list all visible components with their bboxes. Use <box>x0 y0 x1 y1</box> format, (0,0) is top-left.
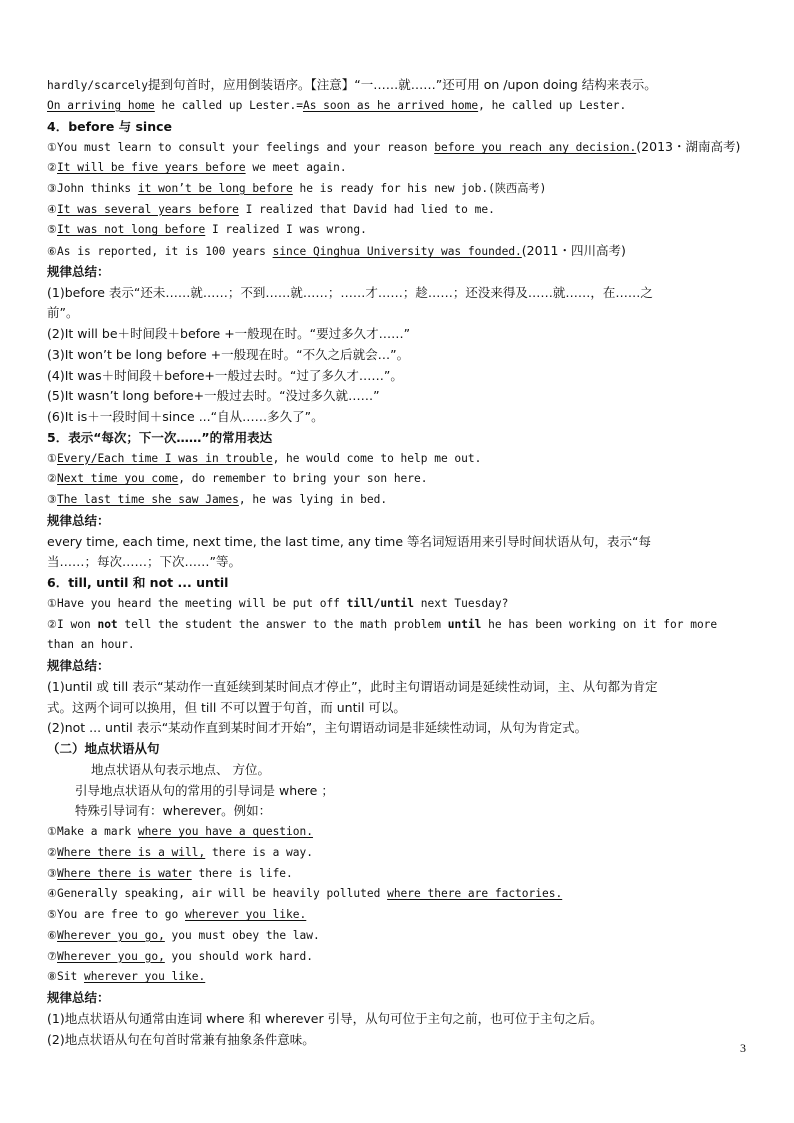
text: ①You must learn to consult your feelings and your reason <box>47 141 435 155</box>
number: ① <box>47 451 58 465</box>
place-example-1 <box>47 822 747 843</box>
underlined-text: The last time she saw James <box>57 493 239 506</box>
number: ② <box>47 845 58 859</box>
s5-rules-title: 规律总结： <box>47 512 110 528</box>
s4-rule-5: (5)It wasn’t long before+一般过去时。“没过多久就……” <box>47 388 380 404</box>
place-rule-1: (1)地点状语从句通常由连词 where 和 wherever 引导，从句可位于主句之前，也可位于主句之后。 <box>47 1010 603 1026</box>
text: you should work hard. <box>164 949 313 963</box>
s4-example-3 <box>47 179 747 200</box>
place-example-3 <box>47 864 747 885</box>
text: ⑥As is reported, it is 100 years <box>47 245 273 258</box>
text: he is ready for his new job.(陕西高考) <box>292 181 547 195</box>
underlined-text: wherever you like. <box>83 970 206 984</box>
underlined-text: Every/Each time I was in trouble <box>57 451 273 465</box>
page-number: 3 <box>740 1041 746 1055</box>
place-rules-title: 规律总结： <box>47 990 110 1005</box>
text: ⑤You are free to go <box>47 908 186 921</box>
text: ①Have you heard the meeting will be put off <box>47 596 347 610</box>
place-desc-1: 地点状语从句表示地点、 方位。 <box>91 761 270 777</box>
number: ② <box>47 161 58 174</box>
s4-rule-3: (3)It won’t be long before +一般现在时。“不久之后就会…”。 <box>47 346 410 362</box>
number: ⑥ <box>47 928 58 942</box>
s4-rule-2: (2)It will be＋时间段＋before +一般现在时。“要过多久才……” <box>47 326 411 341</box>
section-6-title: 6．till, until 和 not ... until <box>47 575 229 590</box>
s5-example-3 <box>47 490 747 511</box>
source-note: (2011・四川高考) <box>521 243 626 258</box>
s5-rule-1-cont: 当……；每次……；下次……”等。 <box>47 554 241 570</box>
place-desc-2: 引导地点状语从句的常用的引导词是 where ； <box>75 782 334 798</box>
underlined-text: where there are factories. <box>387 887 563 901</box>
place-rule-2: (2)地点状语从句在句首时常兼有抽象条件意味。 <box>47 1031 315 1047</box>
text: , he would come to help me out. <box>272 451 482 465</box>
document-page <box>47 75 747 1050</box>
number: ⑤ <box>47 223 58 237</box>
text: ④Generally speaking, air will be heavily polluted <box>47 887 388 901</box>
underlined-text: It will be five years before <box>57 161 246 174</box>
text: he called up Lester.= <box>154 98 303 112</box>
bold-text: till/until <box>346 596 415 610</box>
s5-example-2 <box>47 469 747 490</box>
underlined-text: Next time you come <box>57 472 179 486</box>
underlined-text: it won’t be long before <box>137 181 293 195</box>
number: ⑦ <box>47 949 58 963</box>
s4-rule-1-cont: 前”。 <box>47 305 79 321</box>
underlined-text: It was not long before <box>57 223 206 237</box>
underlined-text: before you reach any decision. <box>434 141 637 155</box>
number: ② <box>47 472 58 486</box>
bold-text: until <box>447 617 482 631</box>
text: next Tuesday? <box>414 596 509 610</box>
place-desc-3: 特殊引导词有：wherever。例如： <box>75 803 272 819</box>
text: , do remember to bring your son here. <box>178 472 428 486</box>
text: 提到句首时，应用倒装语序。【注意】“一……就……”还可用 on /upon doing 结构来表示。 <box>148 77 657 92</box>
s5-rule-1: every time, each time, next time, the last time, any time 等名词短语用来引导时间状语从句，表示“每 <box>47 533 651 549</box>
s6-example-2 <box>47 615 747 636</box>
underlined-text: On arriving home <box>47 98 155 112</box>
s4-rule-1: (1)before 表示“还未……就……；不到……就……；……才……；趁……；还没来得及……就……，在……之 <box>47 284 653 300</box>
s4-example-2 <box>47 158 747 179</box>
s6-example-1 <box>47 594 747 615</box>
text: ①Make a mark <box>47 825 138 838</box>
source-note: (2013・湖南高考) <box>636 139 741 155</box>
place-section-title: （二）地点状语从句 <box>47 741 160 756</box>
intro-line-1 <box>47 75 747 96</box>
place-example-6 <box>47 926 747 947</box>
underlined-text: As soon as he arrived home <box>302 98 479 112</box>
number: ③ <box>47 493 58 506</box>
text: there is a way. <box>205 845 313 859</box>
underlined-text: Wherever you go, <box>57 949 165 963</box>
text: hardly/scarcely <box>47 79 149 92</box>
s4-rule-6: (6)It is＋一段时间＋since ...“自从……多久了”。 <box>47 409 324 424</box>
intro-line-2 <box>47 96 747 117</box>
text: he has been working on it for more <box>481 617 718 631</box>
s4-example-1 <box>47 137 747 158</box>
s6-rule-2: (2)not ... until 表示“某动作直到某时间才开始”，主句谓语动词是非延续性动词，从句为肯定式。 <box>47 720 588 736</box>
underlined-text: wherever you like. <box>185 908 307 921</box>
text: ③John thinks <box>47 181 138 195</box>
s4-example-6 <box>47 241 747 262</box>
text: there is life. <box>191 866 293 880</box>
bold-text: not <box>97 617 118 631</box>
text: , he called up Lester. <box>478 98 627 112</box>
s6-rule-1-cont: 式。这两个词可以换用，但 till 不可以置于句首，而 until 可以。 <box>47 699 406 715</box>
s6-rule-1: (1)until 或 till 表示“某动作一直延续到某时间点才停止”，此时主句谓语动词是延续性动词，主、从句都为肯定 <box>47 678 658 694</box>
underlined-text: where you have a question. <box>137 825 313 838</box>
underlined-text: It was several years before <box>57 202 239 216</box>
s4-rule-4: (4)It was＋时间段＋before+一般过去时。“过了多久才……”。 <box>47 367 403 383</box>
text: I realized that David had lied to me. <box>238 202 495 216</box>
underlined-text: Where there is a will, <box>57 845 206 859</box>
place-example-4 <box>47 884 747 905</box>
text: , he was lying in bed. <box>238 493 388 506</box>
text: ⑧Sit <box>47 970 84 984</box>
number: ④ <box>47 202 58 216</box>
s4-rules-title: 规律总结： <box>47 263 110 279</box>
s6-rules-title: 规律总结： <box>47 658 110 673</box>
text: ②I won <box>47 617 98 631</box>
s6-example-2-cont: than an hour. <box>47 638 135 652</box>
place-example-8 <box>47 967 747 988</box>
text: tell the student the answer to the math problem <box>117 617 448 631</box>
s5-example-1 <box>47 449 747 470</box>
place-example-7 <box>47 947 747 968</box>
section-4-title: 4．before 与 since <box>47 118 173 134</box>
number: ③ <box>47 866 58 880</box>
s4-example-5 <box>47 220 747 241</box>
section-5-title: 5．表示“每次；下一次……”的常用表达 <box>47 429 273 445</box>
underlined-text: Wherever you go, <box>57 928 165 942</box>
text: I realized I was wrong. <box>205 223 367 237</box>
underlined-text: Where there is water <box>57 866 192 880</box>
text: we meet again. <box>245 161 347 174</box>
text: you must obey the law. <box>164 928 320 942</box>
underlined-text: since Qinghua University was founded. <box>272 245 522 258</box>
place-example-2 <box>47 843 747 864</box>
place-example-5 <box>47 905 747 926</box>
s4-example-4 <box>47 200 747 221</box>
